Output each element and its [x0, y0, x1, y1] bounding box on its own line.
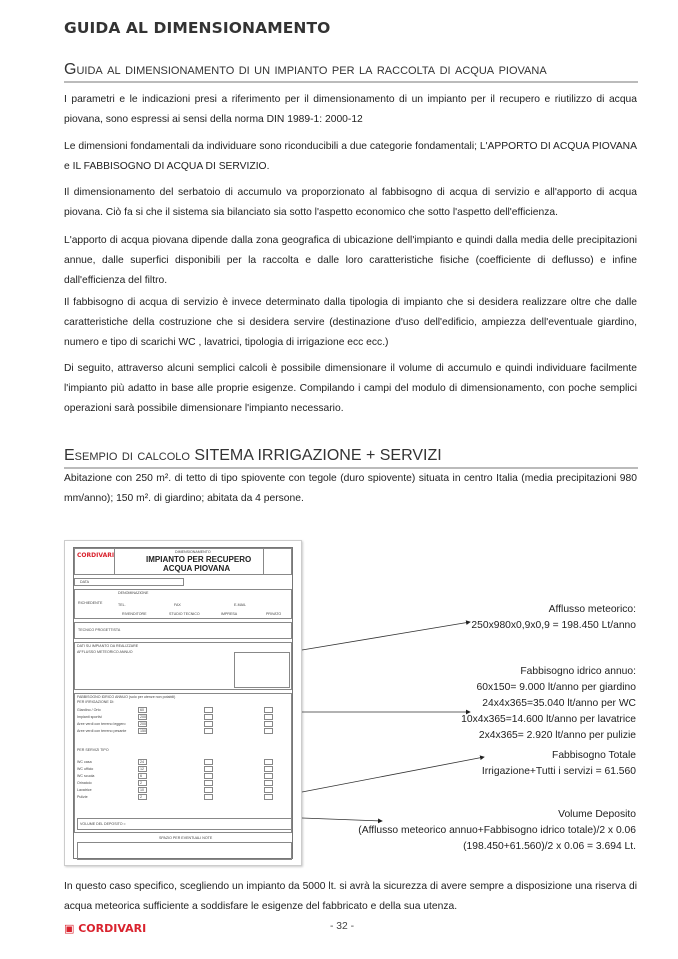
- footer-logo: ▣ CORDIVARI: [64, 922, 147, 935]
- form-row-label: Impianti sportivi: [77, 715, 102, 719]
- form-row-label: Giardino / Orto: [77, 708, 101, 712]
- annotation-afflusso: Afflusso meteorico: 250x980x0,9x0,9 = 198.450 Lt/anno: [471, 604, 636, 631]
- form-logo: CORDIVARI: [77, 552, 115, 559]
- paragraph: I parametri e le indicazioni presi a riferimento per il dimensionamento di un impianto per il recupero e riutilizzo di acqua piovana, sono espressi ai sensi della norma DIN 1989-1: 2000-12: [64, 94, 637, 125]
- annotation-totale: Fabbisogno Totale Irrigazione+Tutti i servizi = 61.560: [481, 750, 636, 777]
- form-row-label: WC ufficio: [77, 767, 94, 771]
- form-label: DATA: [80, 580, 90, 584]
- form-row-label: WC casa: [77, 760, 92, 764]
- form-row-value: 24: [140, 760, 144, 764]
- form-row-value: 60: [140, 708, 144, 712]
- form-label: FABBISOGNO IDRICO ANNUO (solo per utenze non potabili): [77, 695, 176, 699]
- section-title-guide: Guida al dimensionamento di un impianto per la raccolta di acqua piovana: [64, 61, 638, 83]
- form-row-value: 10: [140, 788, 144, 792]
- form-label: PER IRRIGAZIONE DI:: [77, 700, 115, 704]
- example-intro: Abitazione con 250 m². di tetto di tipo spiovente con tegole (duro spiovente) situata in centro Italia (media precipitazioni 980 mm/anno); 150 m². di giardino; abitata da 4 persone.: [64, 473, 637, 504]
- form-row-value: 2: [140, 795, 142, 799]
- page-header-title: GUIDA AL DIMENSIONAMENTO: [64, 19, 331, 37]
- form-label: TECNICO PROGETTISTA: [78, 628, 121, 632]
- form-checkbox: RIVENDITORE: [122, 612, 147, 616]
- form-checkbox: PRIVATO: [266, 612, 282, 616]
- paragraph: Di seguito, attraverso alcuni semplici calcoli è possibile dimensionare il volume di accumulo e quindi individuare facilmente l'impianto più adatto in base alle proprie esigenze. Compilando i campi del modulo di dimensionamento, con poche semplici operazioni sarà possibile dimensionare l'impianto necessario.: [64, 363, 637, 414]
- annotation-fabbisogno: Fabbisogno idrico annuo: 60x150= 9.000 lt/anno per giardino 24x4x365=35.040 lt/anno per WC 10x4x365=14.600 lt/anno per lavatrice 2x4x365= 2.920 lt/anno per pulizie: [461, 666, 636, 741]
- form-row-label: Aree verdi con terreno pesante: [77, 729, 127, 733]
- form-row-value: 200: [140, 715, 146, 719]
- form-row-value: 150: [140, 729, 146, 733]
- form-label: DATI SU IMPIANTO DA REALIZZARE: [77, 644, 139, 648]
- section-title-example: Esempio di calcolo SITEMA IRRIGAZIONE + SERVIZI: [64, 447, 638, 469]
- form-row-label: Lavatrice: [77, 788, 92, 792]
- form-row-value: 12: [140, 767, 144, 771]
- arrow-totale: [302, 757, 484, 792]
- conclusion-text: In questo caso specifico, scegliendo un impianto da 5000 lt. si avrà la sicurezza di avere sempre a disposizione una riserva di acqua meteorica sufficiente a soddisfare le esigenze del fabbricato e della sua utenza.: [64, 881, 637, 912]
- paragraph: Le dimensioni fondamentali da individuare sono riconducibili a due categorie fondamentali; L'APPORTO DI ACQUA PIOVANA e IL FABBISOGNO DI ACQUA DI SERVIZIO.: [64, 141, 637, 172]
- form-label: E-MAIL: [234, 603, 246, 607]
- page-number: - 32 -: [330, 921, 355, 932]
- form-row-label: Aree verdi con terreno leggero: [77, 722, 126, 726]
- form-label: DENOMINAZIONE: [118, 591, 149, 595]
- form-row-value: 6: [140, 774, 142, 778]
- form-row-value: 2: [140, 781, 142, 785]
- form-checkbox: IMPRESA: [221, 612, 238, 616]
- form-label: RICHIEDENTE: [78, 601, 103, 605]
- form-label: PER SERVIZI TIPO: [77, 748, 109, 752]
- form-label: VOLUME DEL DEPOSITO =: [80, 822, 126, 826]
- form-row-label: WC scuola: [77, 774, 95, 778]
- form-title: ACQUA PIOVANA: [163, 564, 231, 573]
- form-subtitle: DIMENSIONAMENTO: [175, 550, 211, 554]
- form-label: AFFLUSSO METEORICO ANNUO: [77, 650, 133, 654]
- form-label: SPAZIO PER EVENTUALI NOTE: [159, 836, 213, 840]
- form-label: TEL.: [118, 603, 126, 607]
- paragraph: Il dimensionamento del serbatoio di accumulo va proporzionato al fabbisogno di acqua di servizio e all'apporto di acqua piovana. Ciò fa si che il sistema sia bilanciato sia sotto l'aspetto economico che sotto l'aspetto dell'efficienza.: [64, 187, 637, 218]
- annotation-volume: Volume Deposito (Afflusso meteorico annuo+Fabbisogno idrico totale)/2 x 0.06 (198.450+61.560)/2 x 0.06 = 3.694 Lt.: [358, 809, 636, 852]
- form-row-label: Pulizie: [77, 795, 88, 799]
- form-row-value: 200: [140, 722, 146, 726]
- form-label: FAX: [174, 603, 181, 607]
- form-row-label: Orinatoio: [77, 781, 92, 785]
- paragraph: L'apporto di acqua piovana dipende dalla zona geografica di ubicazione dell'impianto e quindi dalla media delle precipitazioni annue, dalle superfici disponibili per la raccolta e dalle loro caratteristiche fisiche (coefficiente di deflusso) e infine dall'efficienza del filtro.: [64, 235, 637, 286]
- arrow-afflusso: [302, 622, 470, 650]
- paragraph: Il fabbisogno di acqua di servizio è invece determinato dalla tipologia di impianto che si desidera realizzare oltre che dalle caratteristiche della costruzione che si desidera servire (destinazione d'uso dell'edificio, ampiezza dell'eventuale giardino, numero e tipo di scarichi WC , lavatrici, tipologia di irrigazione ecc ecc.): [64, 297, 637, 348]
- form-checkbox: STUDIO TECNICO: [169, 612, 200, 616]
- form-title: IMPIANTO PER RECUPERO: [146, 555, 252, 564]
